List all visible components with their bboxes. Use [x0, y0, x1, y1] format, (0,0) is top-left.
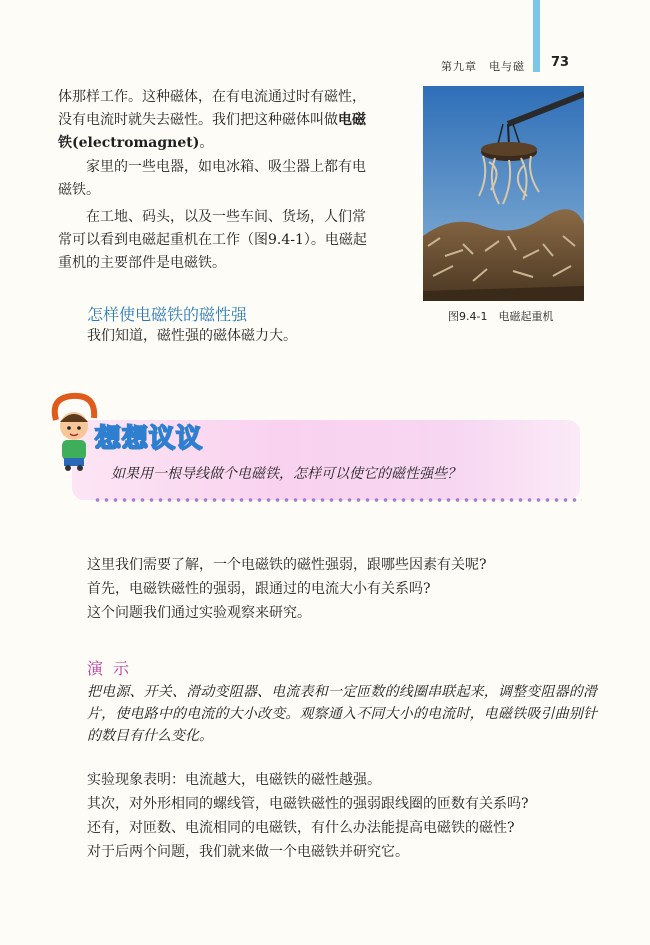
page-number: 73	[551, 55, 570, 70]
term-electromagnet-en: (electromagnet)	[72, 135, 200, 151]
header-accent-bar	[533, 0, 540, 72]
discussion-title: 想想议议	[95, 424, 204, 454]
intro-paragraph	[58, 86, 366, 155]
discussion-question: 如果用一根导线做个电磁铁，怎样可以使它的磁性强些？	[111, 466, 461, 482]
intro-line-3: 铁(electromagnet)。	[58, 135, 214, 151]
crane-photo-illustration	[423, 86, 584, 301]
chapter-header: 第九章 电与磁	[441, 60, 525, 73]
demo-text: 把电源、开关、滑动变阻器、电流表和一定匝数的线圈串联起来，调整变阻器的滑片，使电路中的电流的大小改变。观察通入不同大小的电流时，电磁铁吸引曲别针的数目有什么变化。	[87, 684, 597, 744]
section-title: 怎样使电磁铁的磁性强	[87, 305, 248, 324]
paragraph-appliances: 家里的一些电器，如电冰箱、吸尘器上都有电 磁铁。	[58, 159, 366, 198]
paragraph-factors: 这里我们需要了解，一个电磁铁的磁性强弱，跟哪些因素有关呢? 首先，电磁铁磁性的强弱，跟通过的电流大小有关系吗? 这个问题我们通过实验观察来研究。	[87, 557, 487, 621]
figure-caption: 图9.4-1 电磁起重机	[448, 310, 554, 323]
intro-line-1: 体那样工作。这种磁体，在有电流通过时有磁性，	[58, 89, 366, 105]
electromagnet-crane-photo	[423, 86, 584, 301]
paragraph-conclusion: 实验现象表明：电流越大，电磁铁的磁性越强。 其次，对外形相同的螺线管，电磁铁磁性的强弱跟线圈的匝数有关系吗? 还有，对匝数、电流相同的电磁铁，有什么办法能提高电磁铁的磁性? 对于后两个问题，我们就来做一个电磁铁并研究它。	[87, 772, 529, 860]
dotted-divider	[93, 497, 582, 503]
term-electromagnet-zh: 电磁	[338, 112, 366, 128]
paragraph-crane: 在工地、码头，以及一些车间、货场，人们常 常可以看到电磁起重机在工作（图9.4-1）。电磁起 重机的主要部件是电磁铁。	[58, 209, 367, 271]
intro-line-2: 没有电流时就失去磁性。我们把这种磁体叫做电磁	[58, 112, 366, 128]
demo-title: 演示	[87, 659, 140, 678]
section-text: 我们知道，磁性强的磁体磁力大。	[87, 328, 297, 344]
